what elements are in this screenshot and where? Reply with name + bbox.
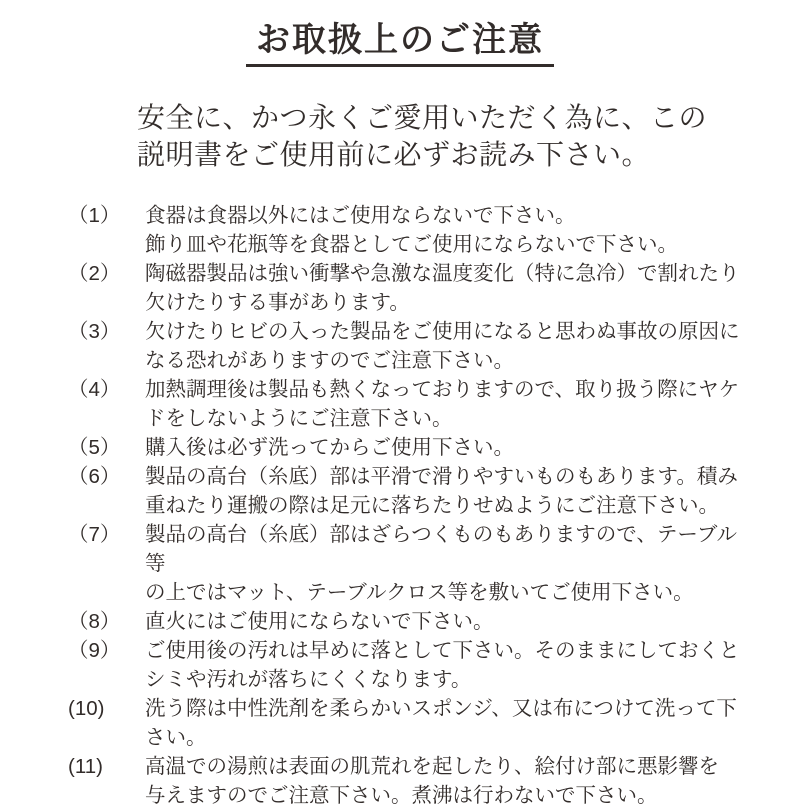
precaution-text	[145, 201, 745, 259]
precaution-item	[68, 752, 800, 810]
precaution-text	[145, 462, 745, 520]
precaution-line: 欠けたりヒビの入った製品をご使用になると思わぬ事故の原因に	[145, 320, 740, 343]
precaution-line: さい。	[145, 726, 207, 749]
precaution-line: 与えますのでご注意下さい。煮沸は行わないで下さい。	[145, 784, 658, 807]
precaution-item	[68, 607, 800, 636]
precaution-number: （2）	[68, 262, 121, 285]
precaution-number: （7）	[68, 523, 121, 546]
precaution-item	[68, 375, 800, 433]
precaution-text	[145, 433, 745, 462]
precaution-item	[68, 201, 800, 259]
page-title: お取扱上のご注意	[246, 20, 554, 67]
precaution-text	[145, 520, 745, 607]
precaution-number: (11)	[68, 755, 103, 778]
precaution-text	[145, 259, 745, 317]
precaution-text	[145, 317, 745, 375]
precaution-line: 欠けたりする事があります。	[145, 291, 410, 314]
precaution-line: 製品の高台（糸底）部はざらつくものもありますので、テーブル等	[145, 523, 738, 575]
precaution-line: 洗う際は中性洗剤を柔らかいスポンジ、又は布につけて洗って下	[145, 697, 737, 720]
precaution-text	[145, 636, 745, 694]
precaution-text	[145, 375, 745, 433]
precaution-line: ご使用後の汚れは早めに落として下さい。そのままにしておくと	[145, 639, 740, 662]
precaution-line: 食器は食器以外にはご使用ならないで下さい。	[145, 204, 576, 227]
precaution-line: ドをしないようにご注意下さい。	[145, 407, 453, 430]
precaution-line: の上ではマット、テーブルクロス等を敷いてご使用下さい。	[145, 581, 694, 604]
precaution-item	[68, 694, 800, 752]
precaution-number: （4）	[68, 378, 121, 401]
precaution-line: 飾り皿や花瓶等を食器としてご使用にならないで下さい。	[145, 233, 678, 256]
precaution-line: 陶磁器製品は強い衝撃や急激な温度変化（特に急冷）で割れたり	[145, 262, 740, 285]
precaution-number: （8）	[68, 610, 121, 633]
precaution-line: シミや汚れが落ちにくくなります。	[145, 668, 472, 691]
precaution-line: 加熱調理後は製品も熱くなっておりますので、取り扱う際にヤケ	[145, 378, 740, 401]
precaution-number: （3）	[68, 320, 121, 343]
precaution-line: 製品の高台（糸底）部は平滑で滑りやすいものもあります。積み	[145, 465, 738, 488]
intro-line-2: 説明書をご使用前に必ずお読み下さい。	[137, 139, 651, 170]
precaution-item	[68, 462, 800, 520]
title-wrap	[0, 0, 800, 67]
precaution-item	[68, 636, 800, 694]
precaution-line: 直火にはご使用にならないで下さい。	[145, 610, 494, 633]
precaution-number: （1）	[68, 204, 121, 227]
precaution-text	[145, 752, 745, 810]
precaution-item	[68, 317, 800, 375]
precaution-number: （6）	[68, 465, 121, 488]
precaution-item	[68, 259, 800, 317]
precaution-line: 購入後は必ず洗ってからご使用下さい。	[145, 436, 514, 459]
precaution-line: 重ねたり運搬の際は足元に落ちたりせぬようにご注意下さい。	[145, 494, 719, 517]
precautions-list	[0, 201, 800, 810]
precaution-number: （9）	[68, 639, 121, 662]
intro-text	[137, 99, 800, 173]
precaution-item	[68, 520, 800, 607]
precaution-line: なる恐れがありますのでご注意下さい。	[145, 349, 514, 372]
precaution-number: (10)	[68, 697, 105, 720]
precaution-line: 高温での湯煎は表面の肌荒れを起したり、絵付け部に悪影響を	[145, 755, 719, 778]
precaution-item	[68, 433, 800, 462]
precaution-text	[145, 607, 745, 636]
precaution-text	[145, 694, 745, 752]
precaution-number: （5）	[68, 436, 121, 459]
intro-line-1: 安全に、かつ永くご愛用いただく為に、この	[137, 102, 708, 133]
